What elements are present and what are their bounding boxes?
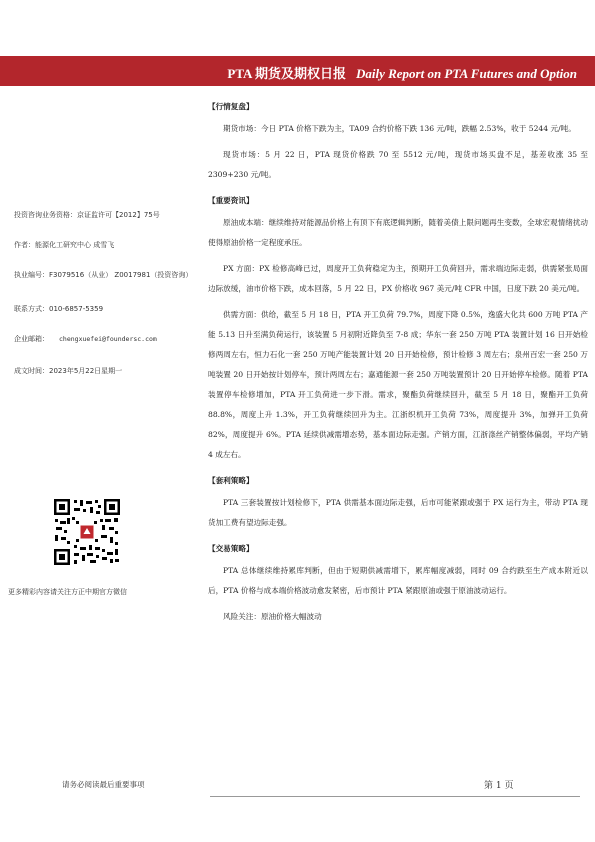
- section-title: 【交易策略】: [208, 544, 254, 553]
- wechat-qr-code: [52, 497, 122, 567]
- paragraph: PTA 总体继续维持累库判断，但由于短期供减需增下，累库幅度减弱，同时 09 合约跌至生产成本附近以后，PTA 价格与成本端价格波动愈发紧密，后市预计 PTA 紧跟原油或强于原油波动运行。: [208, 566, 588, 595]
- author: 作者：能源化工研究中心 成雪飞: [14, 241, 115, 249]
- email-label: 企业邮箱：: [14, 335, 49, 343]
- section-title: 【套利策略】: [208, 476, 254, 485]
- report-title-en: Daily Report on PTA Futures and Option: [355, 66, 577, 81]
- qualification: 投资咨询业务资格：京证监许可【2012】75号: [14, 211, 160, 219]
- paragraph: 期货市场：今日 PTA 价格下跌为主，TA09 合约价格下跌 136 元/吨，跌幅 2.53%，收于 5244 元/吨。: [223, 124, 576, 133]
- footer-divider: [210, 796, 580, 797]
- contact-phone: 联系方式：010-6857-5359: [14, 305, 104, 313]
- footer-notice: 请务必阅读最后重要事项: [62, 780, 145, 789]
- report-title: [227, 63, 577, 82]
- section-trading-strategy: [208, 539, 588, 627]
- email-row: [14, 334, 157, 344]
- written-date: 成文时间：2023年5月22日星期一: [14, 367, 123, 375]
- section-title: 【行情复盘】: [208, 102, 254, 111]
- email-link[interactable]: chengxuefei@foundersc.com: [59, 335, 157, 343]
- paragraph: 原油成本端：继续维持对能源品价格上有顶下有底逻辑判断，随着美债上限问题再生变数，全球宏观情绪扰动使得原油价格一定程度承压。: [208, 218, 588, 247]
- paragraph: PX 方面：PX 检修高峰已过，周度开工负荷稳定为主，预期开工负荷回升，需求端边际走弱，供需紧张局面边际放缓，油市价格下跌，成本回落，5 月 22 日，PX 价格收 967 美元/吨 CFR 中国，日度下跌 20 美元/吨。: [208, 264, 588, 293]
- paragraph: PTA 三套装置按计划检修下，PTA 供需基本面边际走强，后市可能紧跟或强于 PX 运行为主，带动 PTA 现货加工费有望边际走强。: [208, 498, 588, 527]
- section-key-news: [208, 191, 588, 465]
- section-title: 【重要资讯】: [208, 196, 254, 205]
- page-number: 第 1 页: [484, 781, 514, 791]
- section-market-review: [208, 97, 588, 185]
- report-body: [208, 97, 588, 633]
- license-number: 执业编号：F3079516（从业） Z0017981（投资咨询）: [14, 271, 193, 279]
- risk-note: 风险关注：原油价格大幅波动: [223, 612, 322, 621]
- header-banner: [0, 56, 595, 86]
- paragraph: 现货市场：5 月 22 日，PTA 现货价格跌 70 至 5512 元/吨，现货市场买盘不足，基差收涨 35 至 2309+230 元/吨。: [208, 150, 588, 179]
- paragraph: 供需方面：供给，截至 5 月 18 日，PTA 开工负荷 79.7%，周度下降 0.5%，逸盛大化共 600 万吨 PTA 产能 5.13 日升至满负荷运行，该装置 5 月初附近降负至 7-8 成；华东一套 250 万吨 PTA 装置计划 16 日开始检修两周左右，恒力石化一套 250 万吨产能装置计划 20 日开始检修，预计检修 3 周左右；泉州百宏一套 250 万吨装置 20 日开始按计划停车，预计两周左右；嘉通能源一套 250 万吨装置预计 20 日开始停车检修。随着 PTA 装置停车检修增加，PTA 开工负荷进一步下滑。需求，聚酯负荷继续回升，截至 5 月 18 日，聚酯开工负荷 88.8%，周度上升 1.3%，开工负荷继续回升为主。江浙织机开工负荷 73%，周度提升 3%，加弹开工负荷 82%，周度提升 6%。PTA 延续供减需增态势，基本面边际走强。产销方面，江浙涤丝产销整体偏弱，平均产销 4 成左右。: [208, 310, 588, 459]
- report-title-cn: PTA 期货及期权日报: [227, 66, 346, 81]
- section-arbitrage-strategy: [208, 471, 588, 533]
- qr-caption: 更多精彩内容请关注方正中期官方微信: [8, 588, 127, 596]
